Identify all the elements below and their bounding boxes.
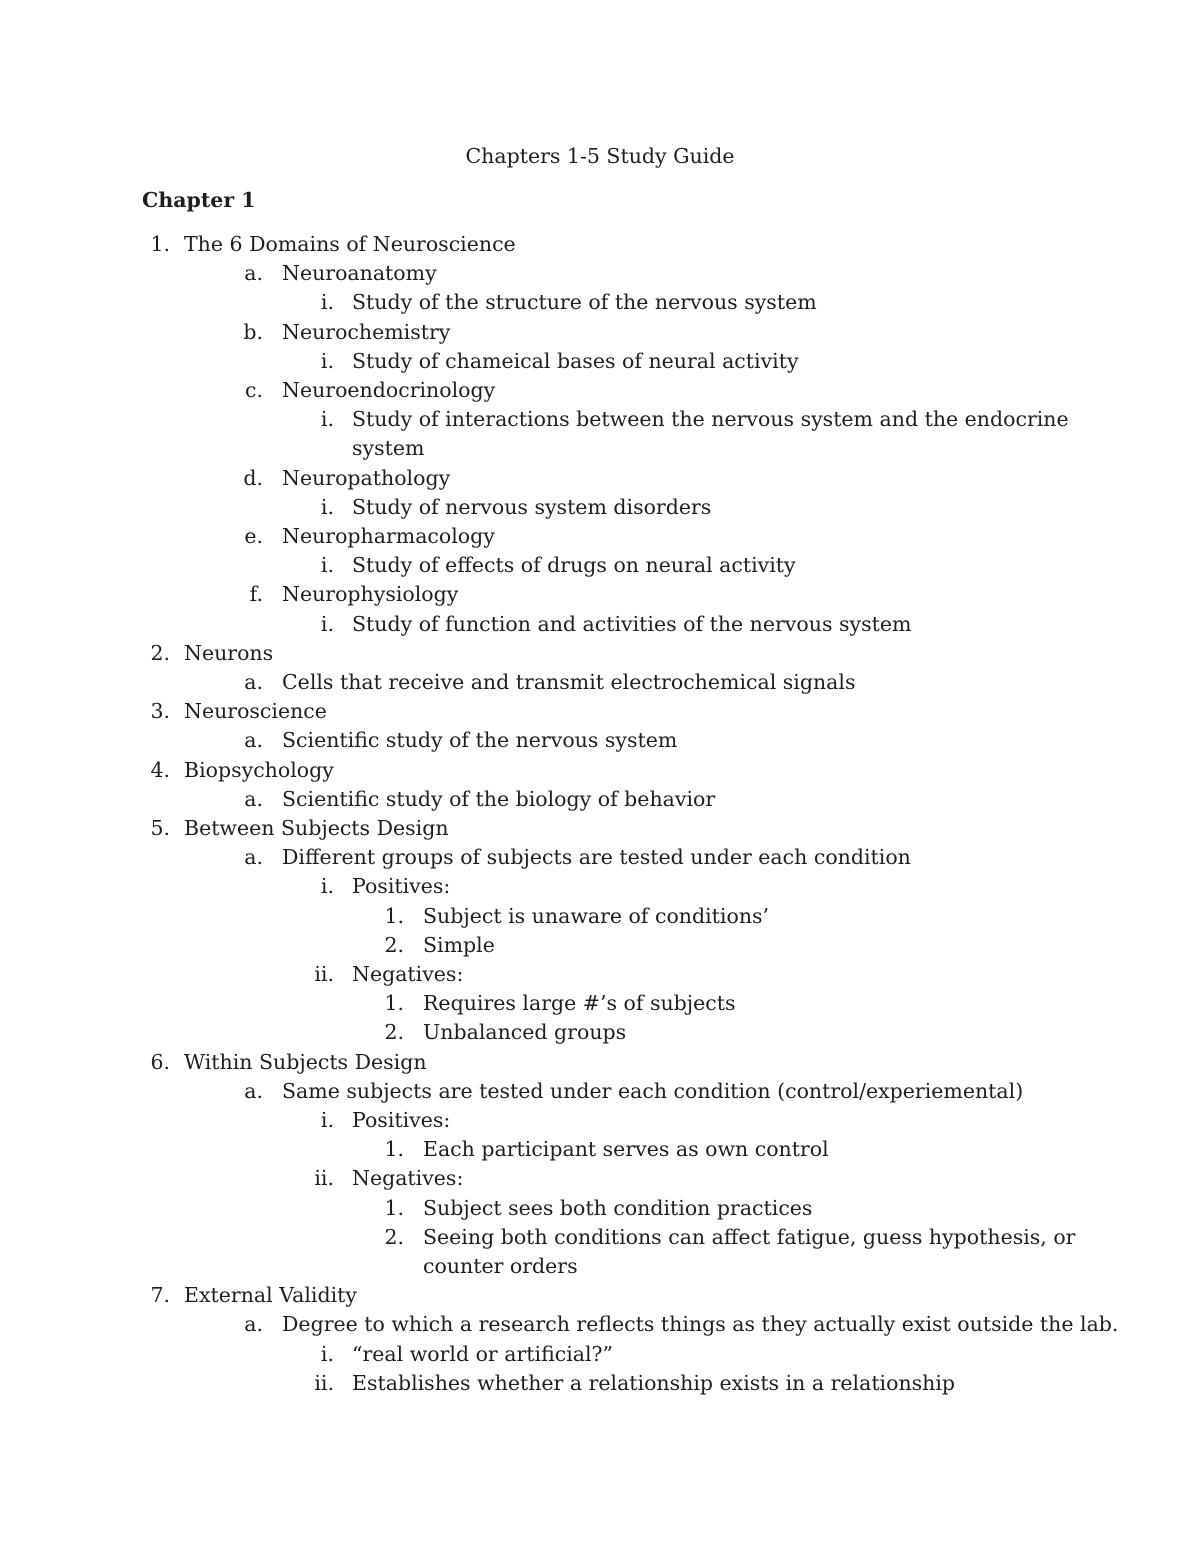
outline-text: Same subjects are tested under each condition (control/experiemental) (282, 1078, 1024, 1103)
outline-marker: 2. (384, 1224, 404, 1249)
outline-marker: b. (243, 319, 263, 344)
outline-marker: d. (243, 465, 263, 490)
outline-marker: 1. (384, 1195, 404, 1220)
outline-text: Study of the structure of the nervous system (352, 290, 817, 315)
outline-marker: a. (244, 786, 263, 811)
outline-text: “real world or artificial?” (352, 1341, 614, 1366)
outline-marker: a. (244, 1312, 263, 1337)
outline-text: Cells that receive and transmit electrochemical signals (282, 670, 856, 694)
outline-marker: 1. (384, 1137, 404, 1162)
outline-marker: i. (320, 553, 334, 578)
outline-text: Each participant serves as own control (423, 1137, 829, 1162)
outline-marker: 7. (150, 1283, 170, 1308)
outline-text: Study of nervous system disorders (352, 494, 712, 519)
outline-text: Neurons (184, 640, 274, 665)
outline-text: Different groups of subjects are tested under each condition (282, 845, 911, 870)
outline-text: Negatives: (352, 1166, 464, 1191)
outline-text: Positives: (352, 1108, 451, 1132)
outline-marker: i. (320, 290, 334, 315)
outline-marker: 2. (384, 932, 404, 957)
document-title: Chapters 1-5 Study Guide (465, 144, 735, 168)
outline-text: Negatives: (352, 962, 464, 986)
outline-text: Simple (423, 932, 495, 957)
outline-text: Scientific study of the biology of behavior (282, 786, 716, 811)
outline-text: Within Subjects Design (184, 1049, 427, 1074)
outline-marker: ii. (314, 1166, 334, 1191)
outline-text: Study of function and activities of the nervous system (352, 611, 912, 636)
outline-marker: a. (244, 261, 263, 286)
outline-text: Seeing both conditions can affect fatigue, guess hypothesis, or (423, 1224, 1076, 1249)
outline-marker: i. (320, 611, 334, 636)
outline-text: Subject is unaware of conditions’ (423, 903, 770, 928)
outline-text: Neuroscience (184, 699, 327, 724)
outline-text: The 6 Domains of Neuroscience (184, 232, 516, 256)
outline-text: Requires large #’s of subjects (423, 991, 736, 1016)
outline-text: Subject sees both condition practices (423, 1195, 813, 1220)
outline-marker: 1. (384, 903, 404, 928)
outline-text: External Validity (184, 1283, 357, 1308)
outline-text: system (352, 436, 425, 461)
outline-marker: i. (320, 874, 334, 899)
outline-text: Study of interactions between the nervous system and the endocrine (352, 407, 1069, 432)
outline-marker: 5. (150, 816, 170, 840)
outline-text: Scientific study of the nervous system (282, 728, 678, 753)
outline-marker: 1. (150, 232, 170, 256)
outline-text: Biopsychology (184, 757, 334, 782)
outline-text: Positives: (352, 874, 451, 899)
outline-text: Between Subjects Design (184, 816, 449, 840)
outline-marker: 3. (150, 699, 170, 724)
outline-marker: a. (244, 1078, 263, 1103)
outline-marker: i. (320, 1341, 334, 1366)
outline-text: Unbalanced groups (423, 1020, 627, 1045)
outline-marker: 4. (150, 757, 170, 782)
outline-marker: a. (244, 670, 263, 694)
outline-marker: 1. (384, 991, 404, 1016)
outline-marker: 2. (384, 1020, 404, 1045)
outline-marker: ii. (314, 1370, 334, 1395)
outline-text: Degree to which a research reflects things as they actually exist outside the lab. (282, 1312, 1119, 1337)
outline-text: Neuroanatomy (282, 261, 437, 286)
outline-text: Neuropharmacology (282, 524, 495, 548)
outline-text: Establishes whether a relationship exists in a relationship (352, 1370, 956, 1395)
outline-text: Neuroendocrinology (282, 378, 496, 402)
outline-text: Neurochemistry (282, 319, 451, 344)
outline-marker: 2. (150, 640, 170, 665)
outline-marker: i. (320, 348, 334, 373)
outline-text: Study of effects of drugs on neural activity (352, 553, 796, 578)
outline-marker: e. (244, 524, 263, 548)
outline-text: Neuropathology (282, 465, 451, 490)
chapter-heading: Chapter 1 (142, 188, 256, 212)
outline-marker: c. (245, 378, 263, 402)
outline-marker: 6. (150, 1049, 170, 1074)
outline-marker: i. (320, 407, 334, 432)
outline-marker: f. (249, 582, 263, 607)
outline-marker: i. (320, 1108, 334, 1132)
outline-marker: a. (244, 728, 263, 753)
outline-marker: i. (320, 494, 334, 519)
outline-marker: ii. (314, 962, 334, 986)
outline-text: counter orders (423, 1254, 578, 1278)
outline-marker: a. (244, 845, 263, 870)
outline-text: Study of chameical bases of neural activity (352, 348, 799, 373)
outline-text: Neurophysiology (282, 582, 459, 607)
